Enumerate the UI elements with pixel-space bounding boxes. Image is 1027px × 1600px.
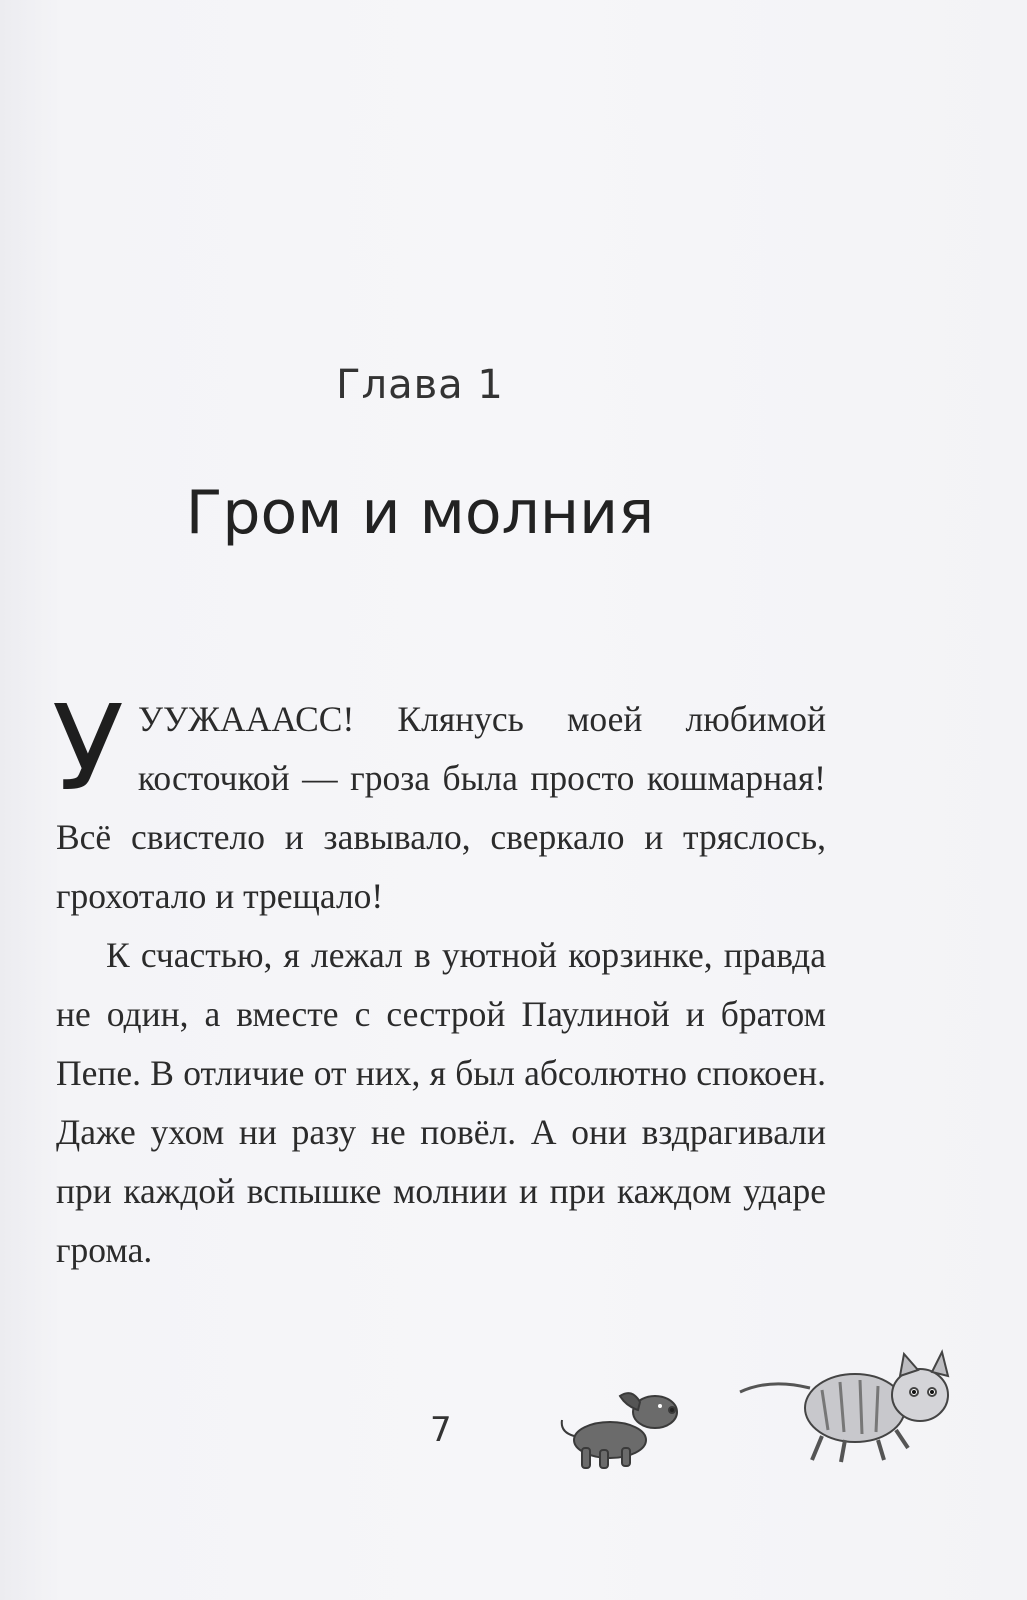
drop-cap: У [52, 679, 124, 817]
puppy-icon [562, 1393, 677, 1468]
paragraph-1 [52, 679, 826, 926]
body-text [52, 679, 826, 1280]
paragraph-1-text: УУЖАААСС! Клянусь моей любимой косточкой — гроза была просто кошмарная! Всё свистело и завывало, сверкало и тряслось, грохотало и трещало! [56, 699, 826, 916]
paragraph-2: К счастью, я лежал в уютной корзинке, правда не один, а вместе с сестрой Паулиной и братом Пепе. В отличие от них, я был абсолютно спокоен. Даже ухом ни разу не повёл. А они вздрагивали при каждой вспышке молнии и при каждом ударе грома. [56, 935, 826, 1270]
illustration-dog-cat [560, 1340, 960, 1495]
illustration-svg [560, 1340, 960, 1490]
chapter-title: Гром и молния [185, 478, 655, 548]
chapter-label: Глава 1 [336, 362, 504, 408]
cat-icon [740, 1352, 948, 1462]
page-number: 7 [430, 1410, 452, 1450]
